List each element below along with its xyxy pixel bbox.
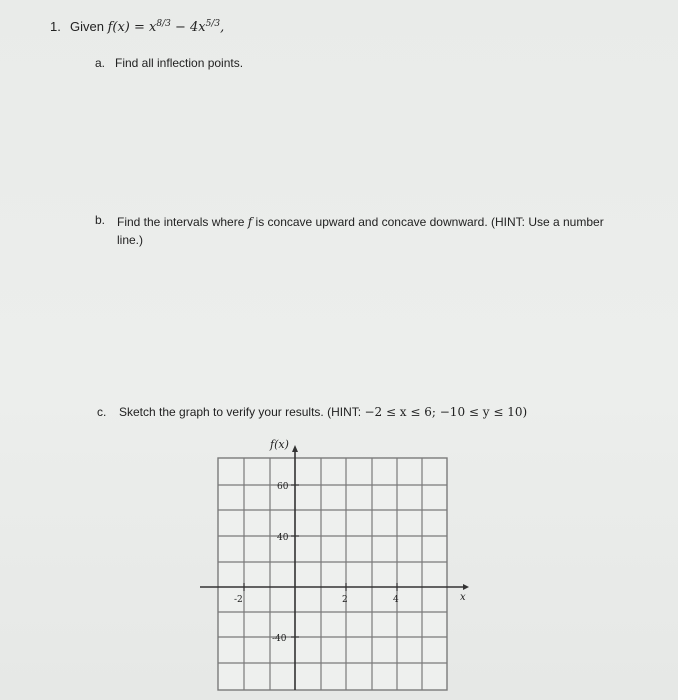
sketch-graph xyxy=(190,430,480,695)
x-tick-label: 4 xyxy=(393,595,399,605)
x-tick-label: -2 xyxy=(234,595,243,605)
part-a-text: Find all inflection points. xyxy=(115,56,244,70)
graph-paper xyxy=(218,458,447,690)
function-expression: $f(x) = x^{8/3} - 4x^{5/3}$, xyxy=(107,19,225,35)
x-axis-label: x xyxy=(460,592,466,603)
given-prefix: Given xyxy=(70,19,108,34)
part-c-text: Sketch the graph to verify your results. (HINT: −2 ≤ x ≤ 6; −10 ≤ y ≤ 10) xyxy=(119,405,528,419)
part-c-label: c. xyxy=(97,405,107,419)
y-axis-label: f(x) xyxy=(270,438,289,451)
part-a-label: a. xyxy=(95,56,106,70)
question-number: 1. xyxy=(50,19,61,34)
y-tick-label: 40 xyxy=(277,533,289,543)
y-tick-label: 60 xyxy=(277,482,289,492)
x-tick-label: 2 xyxy=(342,595,348,605)
y-axis-arrow xyxy=(292,445,298,452)
part-b-text: Find the intervals where f is concave upward and concave downward. (HINT: Use a number line.) xyxy=(117,215,604,247)
x-axis-arrow xyxy=(463,584,469,590)
y-tick-label: -40 xyxy=(272,634,287,644)
question-statement xyxy=(70,19,224,35)
part-b-label: b. xyxy=(95,213,106,227)
